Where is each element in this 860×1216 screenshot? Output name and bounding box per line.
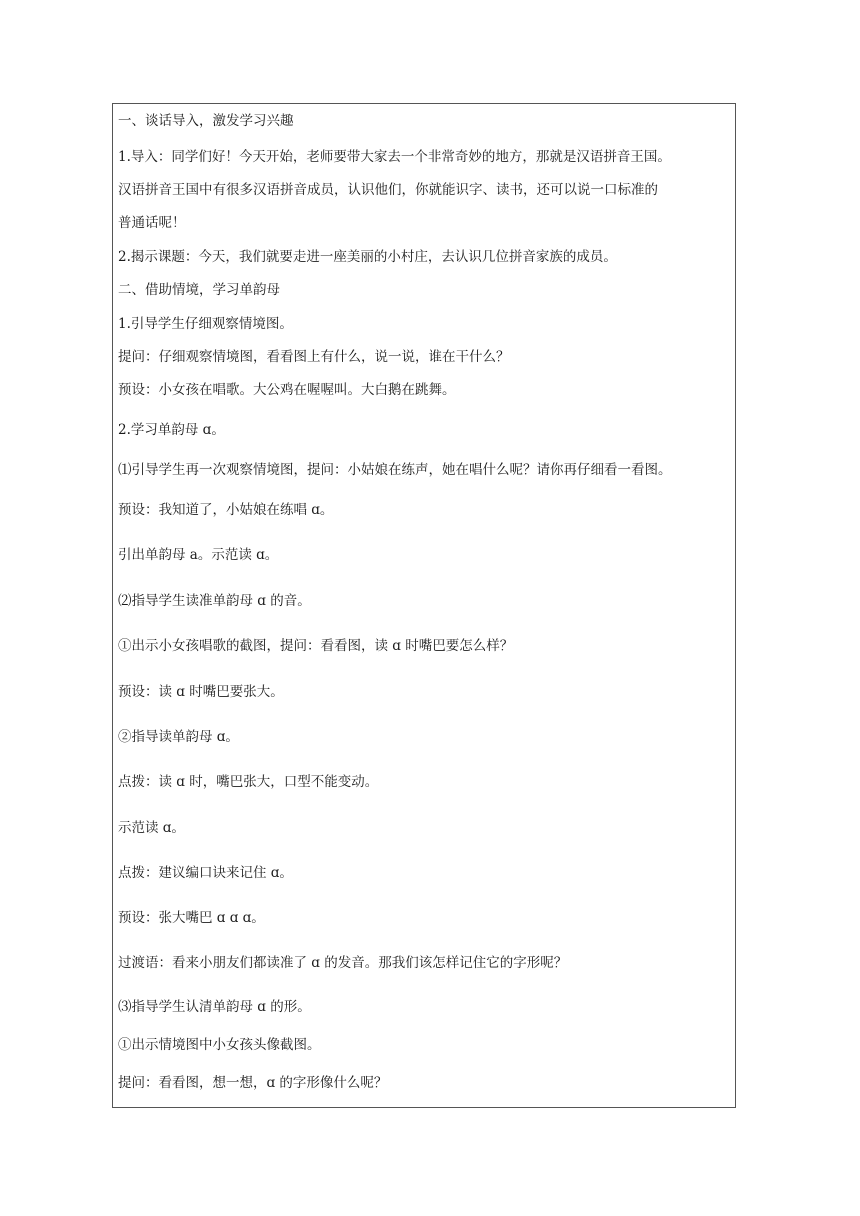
section-heading-2: 二、借助情境，学习单韵母	[118, 282, 280, 298]
text-line: 普通话呢！	[118, 215, 186, 231]
text-line: 预设：读 ɑ 时嘴巴要张大。	[118, 684, 284, 700]
text-line: ①出示小女孩唱歌的截图，提问：看看图，读 ɑ 时嘴巴要怎么样？	[118, 638, 514, 654]
text-line: ⑴引导学生再一次观察情境图，提问：小姑娘在练声，她在唱什么呢？请你再仔细看一看图。	[118, 462, 672, 478]
text-line: ⑶指导学生认清单韵母 ɑ 的形。	[118, 999, 311, 1015]
section-heading-1: 一、谈话导入，激发学习兴趣	[118, 113, 294, 129]
text-line: 提问：仔细观察情境图，看看图上有什么，说一说，谁在干什么？	[118, 349, 510, 365]
text-line: 2.揭示课题：今天，我们就要走进一座美丽的小村庄，去认识几位拼音家族的成员。	[118, 249, 617, 265]
text-line: 引出单韵母 a。示范读 ɑ。	[118, 547, 279, 563]
text-line: 预设：张大嘴巴 ɑ ɑ ɑ。	[118, 910, 265, 926]
text-line: 汉语拼音王国中有很多汉语拼音成员，认识他们，你就能识字、读书，还可以说一口标准的	[118, 182, 658, 198]
text-line: 提问：看看图，想一想，ɑ 的字形像什么呢？	[118, 1075, 388, 1091]
text-line: 点拨：读 ɑ 时，嘴巴张大，口型不能变动。	[118, 774, 379, 790]
text-line: ⑵指导学生读准单韵母 ɑ 的音。	[118, 593, 311, 609]
text-line: ②指导读单韵母 ɑ。	[118, 729, 239, 745]
text-line: 2.学习单韵母 ɑ。	[118, 422, 225, 438]
text-line: 1.引导学生仔细观察情境图。	[118, 316, 293, 332]
text-line: 1.导入：同学们好！今天开始，老师要带大家去一个非常奇妙的地方，那就是汉语拼音王国。	[118, 149, 671, 165]
text-line: 预设：小女孩在唱歌。大公鸡在喔喔叫。大白鹅在跳舞。	[118, 382, 456, 398]
text-line: 点拨：建议编口诀来记住 ɑ。	[118, 865, 293, 881]
text-line: 预设：我知道了，小姑娘在练唱 ɑ。	[118, 502, 334, 518]
text-line: 示范读 ɑ。	[118, 820, 185, 836]
text-line: ①出示情境图中小女孩头像截图。	[118, 1037, 321, 1053]
text-line: 过渡语：看来小朋友们都读准了 ɑ 的发音。那我们该怎样记住它的字形呢？	[118, 955, 568, 971]
